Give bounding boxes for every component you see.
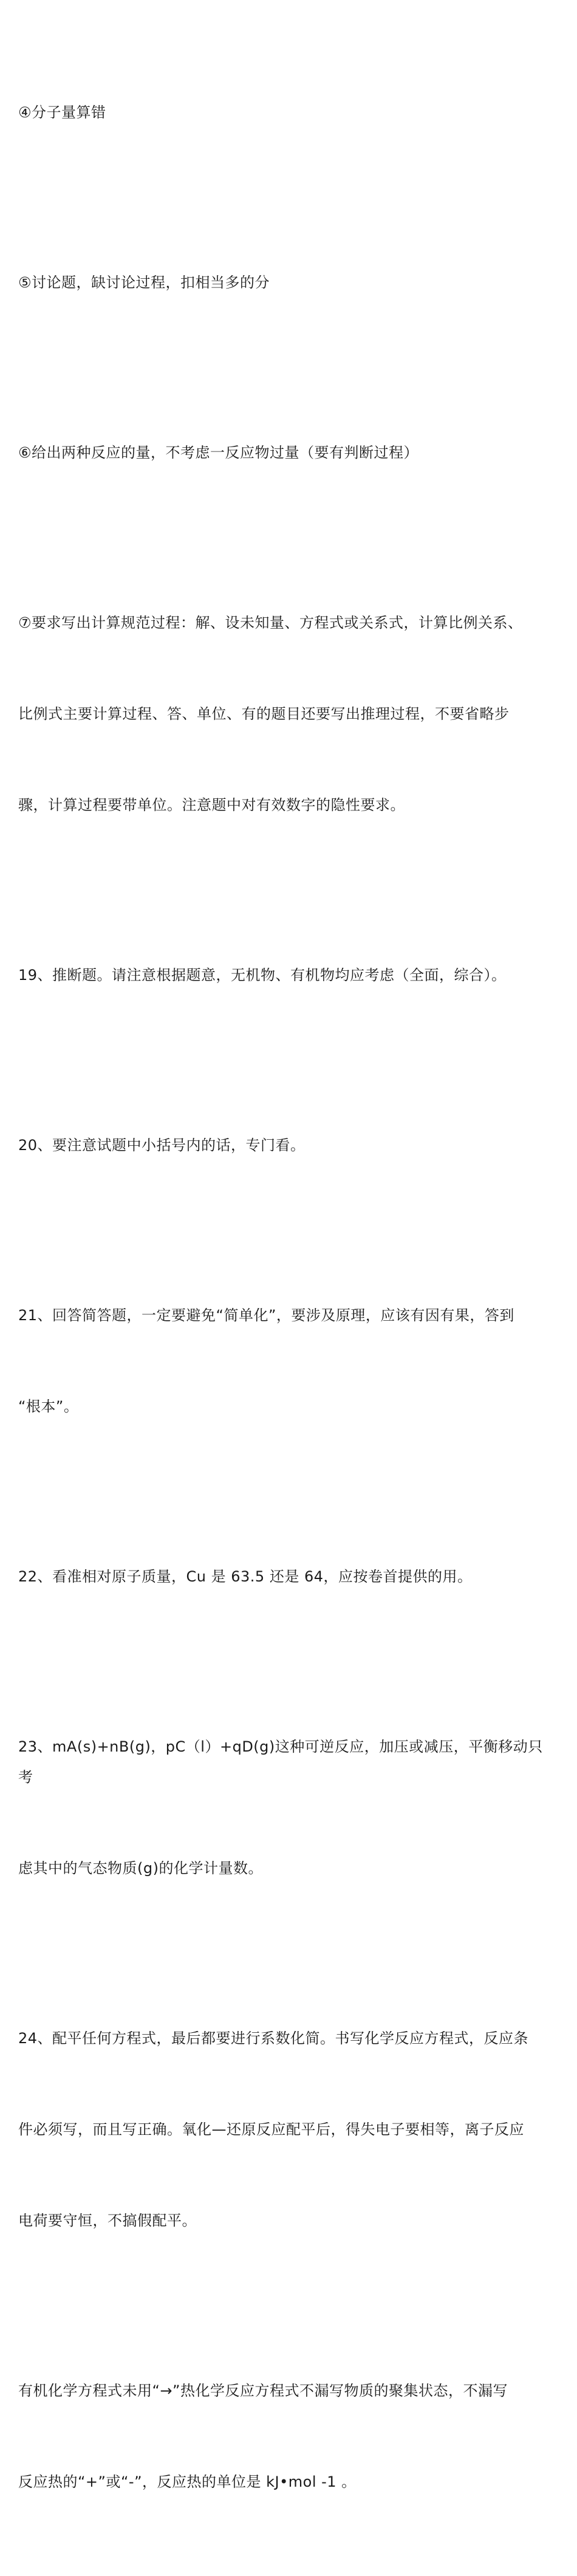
text-line: 21、回答简答题，一定要避免“简单化”，要涉及原理，应该有因有果，答到: [18, 1307, 514, 1324]
text-line: 比例式主要计算过程、答、单位、有的题目还要写出推理过程，不要省略步: [18, 705, 510, 722]
text-line: 件必须写，而且写正确。氧化—还原反应配平后，得失电子要相等，离子反应: [18, 2121, 524, 2138]
text-line: ④分子量算错: [18, 104, 106, 121]
text-line: ⑥给出两种反应的量，不考虑一反应物过量（要有判断过程）: [18, 444, 419, 461]
document-body: [18, 36, 553, 2576]
text-line: 23、mA(s)+nB(g)，pC（l）+qD(g)这种可逆反应，加压或减压，平衡移动只考: [18, 1738, 543, 1786]
paragraph-organic-equation: [18, 2315, 553, 2558]
text-line: 反应热的“+”或“-”，反应热的单位是 kJ•mol -1 。: [18, 2473, 357, 2490]
paragraph-item-19: [18, 899, 553, 1051]
text-line: 骤，计算过程要带单位。注意题中对有效数字的隐性要求。: [18, 796, 405, 814]
text-line: 电荷要守恒，不搞假配平。: [18, 2212, 197, 2229]
paragraph-item-24: [18, 1962, 553, 2297]
text-line: ⑦要求写出计算规范过程：解、设未知量、方程式或关系式，计算比例关系、: [18, 614, 523, 631]
text-line: ⑤讨论题，缺讨论过程，扣相当多的分: [18, 274, 270, 291]
paragraph-item-7: [18, 547, 553, 881]
paragraph-item-20: [18, 1069, 553, 1221]
text-line: 19、推断题。请注意根据题意，无机物、有机物均应考虑（全面，综合）。: [18, 967, 507, 984]
paragraph-item-21: [18, 1239, 553, 1482]
paragraph-item-23: [18, 1671, 553, 1944]
text-line: 22、看准相对原子质量，Cu 是 63.5 还是 64，应按卷首提供的用。: [18, 1568, 473, 1585]
paragraph-item-5: [18, 207, 553, 358]
paragraph-item-22: [18, 1501, 553, 1653]
text-line: 有机化学方程式未用“→”热化学反应方程式不漏写物质的聚集状态，不漏写: [18, 2382, 508, 2399]
paragraph-item-4: [18, 36, 553, 188]
text-line: “根本”。: [18, 1398, 79, 1415]
paragraph-item-6: [18, 377, 553, 529]
text-line: 24、配平任何方程式，最后都要进行系数化简。书写化学反应方程式，反应条: [18, 2030, 529, 2047]
text-line: 20、要注意试题中小括号内的话，专门看。: [18, 1137, 306, 1154]
text-line: 虑其中的气态物质(g)的化学计量数。: [18, 1860, 263, 1877]
